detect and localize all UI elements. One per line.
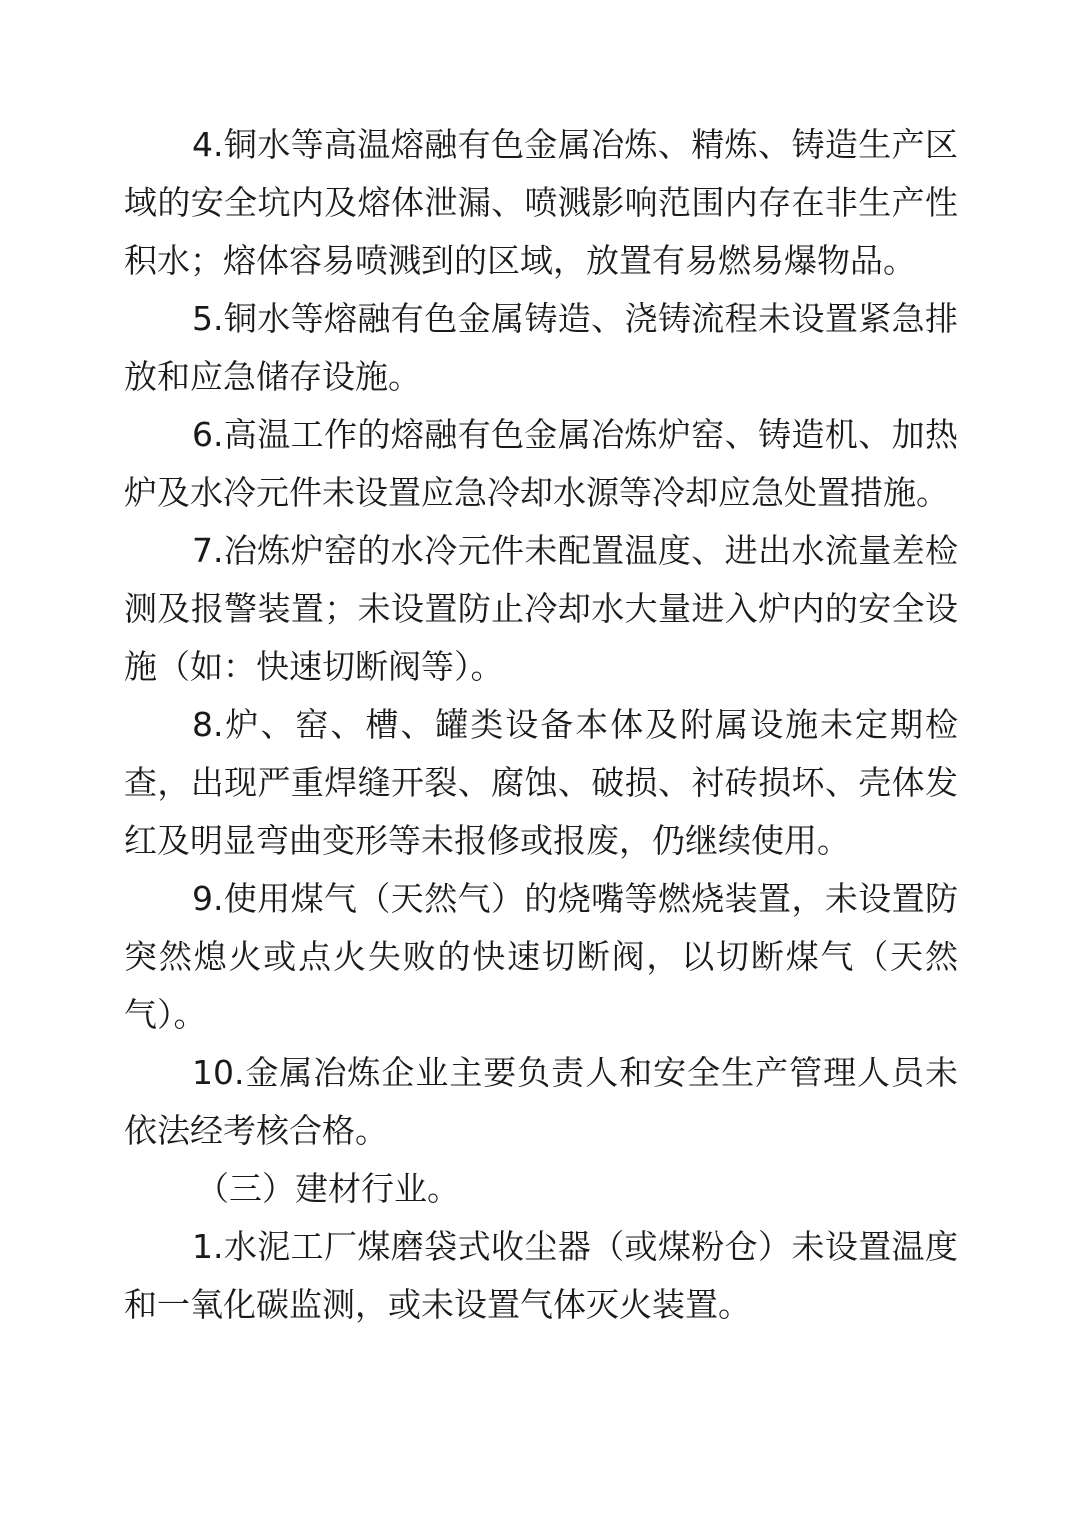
paragraph-item-10: 10.金属冶炼企业主要负责人和安全生产管理人员未依法经考核合格。 [124, 1053, 958, 1150]
paragraph-item-9: 9.使用煤气（天然气）的烧嘴等燃烧装置，未设置防突然熄火或点火失败的快速切断阀，以切断煤气（天然气）。 [124, 879, 958, 1034]
paragraph-item-4: 4.铜水等高温熔融有色金属冶炼、精炼、铸造生产区域的安全坑内及熔体泄漏、喷溅影响范围内存在非生产性积水；熔体容易喷溅到的区域，放置有易燃易爆物品。 [124, 125, 958, 280]
paragraph-item-1: 1.水泥工厂煤磨袋式收尘器（或煤粉仓）未设置温度和一氧化碳监测，或未设置气体灭火装置。 [124, 1227, 958, 1324]
paragraph-item-8: 8.炉、窑、槽、罐类设备本体及附属设施未定期检查，出现严重焊缝开裂、腐蚀、破损、衬砖损坏、壳体发红及明显弯曲变形等未报修或报废，仍继续使用。 [124, 705, 958, 860]
document-page [124, 116, 958, 1334]
paragraph-item-5: 5.铜水等熔融有色金属铸造、浇铸流程未设置紧急排放和应急储存设施。 [124, 299, 958, 396]
section-heading-building-materials: （三）建材行业。 [196, 1169, 460, 1208]
paragraph-item-7: 7.冶炼炉窑的水冷元件未配置温度、进出水流量差检测及报警装置；未设置防止冷却水大量进入炉内的安全设施（如：快速切断阀等）。 [124, 531, 958, 686]
paragraph-item-6: 6.高温工作的熔融有色金属冶炼炉窑、铸造机、加热炉及水冷元件未设置应急冷却水源等冷却应急处置措施。 [124, 415, 958, 512]
